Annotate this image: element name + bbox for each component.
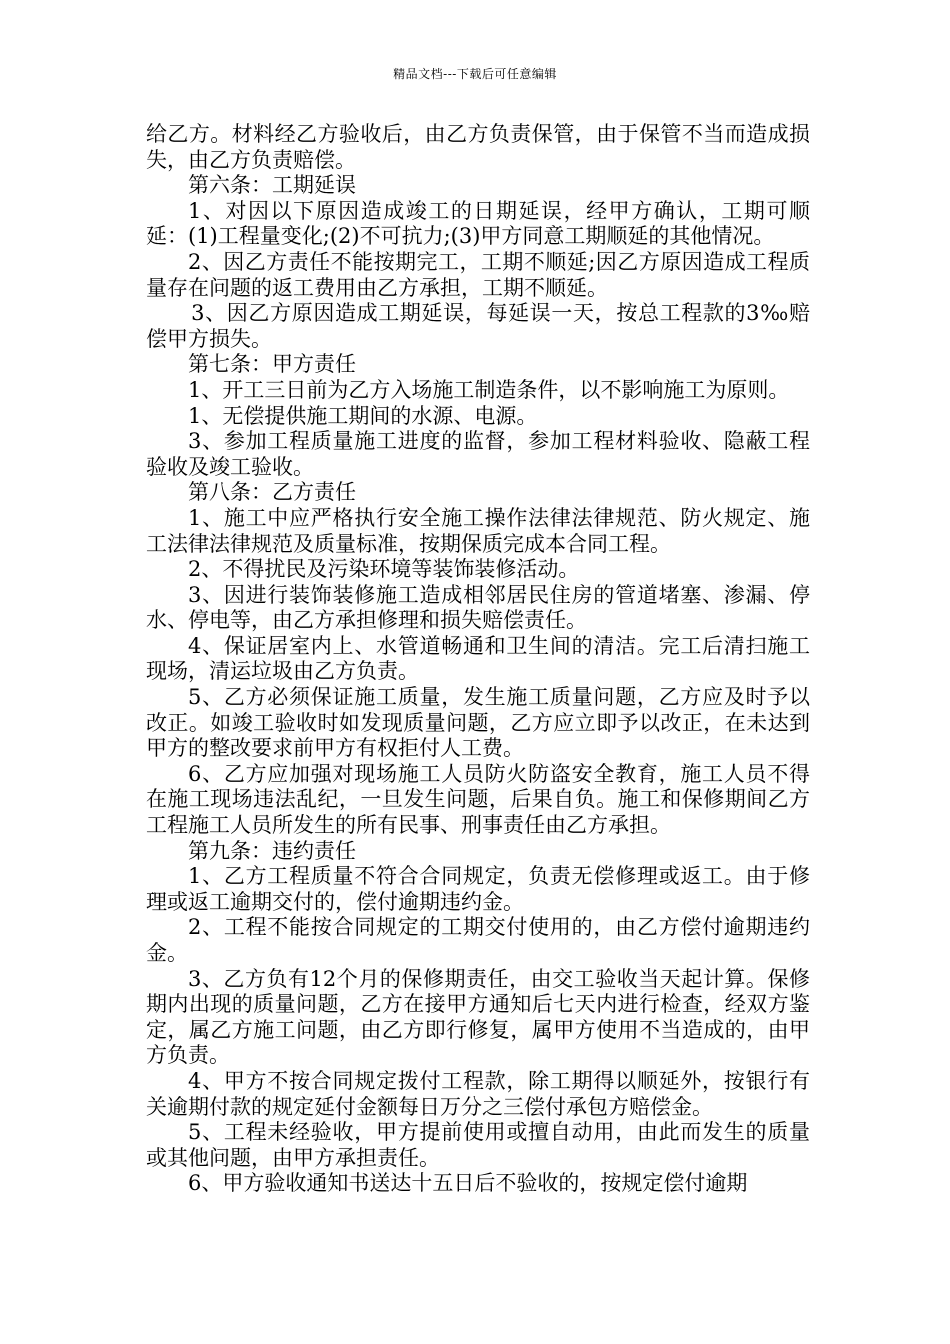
document-body [146,122,810,1197]
section-heading-article-8: 第八条：乙方责任 [188,480,356,505]
page-header: 精品文档---下载后可任意编辑 [393,67,557,81]
paragraph-article-8-item-3: 3、因进行装饰装修施工造成相邻居民住房的管道堵塞、渗漏、停水、停电等，由乙方承担修理和损失赔偿责任。 [146,582,810,633]
paragraph-continued-materials: 给乙方。材料经乙方验收后，由乙方负责保管，由于保管不当而造成损失，由乙方负责赔偿。 [146,122,810,172]
paragraph-article-9-item-2: 2、工程不能按合同规定的工期交付使用的，由乙方偿付逾期违约金。 [146,915,810,965]
section-heading-article-7: 第七条：甲方责任 [188,352,356,377]
paragraph-article-6-item-2: 2、因乙方责任不能按期完工，工期不顺延;因乙方原因造成工程质量存在问题的返工费用由乙方承担，工期不顺延。 [146,249,810,300]
paragraph-article-8-item-6: 6、乙方应加强对现场施工人员防火防盗安全教育，施工人员不得在施工现场违法乱纪，一旦发生问题，后果自负。施工和保修期间乙方工程施工人员所发生的所有民事、刑事责任由乙方承担。 [146,761,810,838]
paragraph-article-6-item-3: 3、因乙方原因造成工期延误，每延误一天，按总工程款的3‰赔偿甲方损失。 [146,301,810,351]
section-heading-article-6: 第六条：工期延误 [188,173,356,198]
paragraph-article-9-item-4: 4、甲方不按合同规定拨付工程款，除工期得以顺延外，按银行有关逾期付款的规定延付金额每日万分之三偿付承包方赔偿金。 [146,1068,810,1119]
paragraph-article-8-item-4: 4、保证居室内上、水管道畅通和卫生间的清洁。完工后清扫施工现场，清运垃圾由乙方负责。 [146,633,810,684]
paragraph-article-7-item-1: 1、开工三日前为乙方入场施工制造条件，以不影响施工为原则。 [188,377,790,402]
paragraph-article-8-item-2: 2、不得扰民及污染环境等装饰装修活动。 [188,557,580,582]
paragraph-article-7-item-3: 3、参加工程质量施工进度的监督，参加工程材料验收、隐蔽工程验收及竣工验收。 [146,429,810,479]
paragraph-article-6-item-1: 1、对因以下原因造成竣工的日期延误，经甲方确认，工期可顺延：(1)工程量变化;(2)不可抗力;(3)甲方同意工期顺延的其他情况。 [146,198,810,249]
paragraph-article-8-item-1: 1、施工中应严格执行安全施工操作法律法律规范、防火规定、施工法律法律规范及质量标准，按期保质完成本合同工程。 [146,505,810,556]
paragraph-article-9-item-5: 5、工程未经验收，甲方提前使用或擅自动用，由此而发生的质量或其他问题，由甲方承担责任。 [146,1120,810,1170]
paragraph-article-9-item-1: 1、乙方工程质量不符合合同规定，负责无偿修理或返工。由于修理或返工逾期交付的，偿付逾期违约金。 [146,864,810,914]
paragraph-article-9-item-3: 3、乙方负有12个月的保修期责任，由交工验收当天起计算。保修期内出现的质量问题，乙方在接甲方通知后七天内进行检查，经双方鉴定，属乙方施工问题，由乙方即行修复，属甲方使用不当造成的，由甲方负责。 [146,966,810,1068]
paragraph-article-8-item-5: 5、乙方必须保证施工质量，发生施工质量问题，乙方应及时予以改正。如竣工验收时如发现质量问题，乙方应立即予以改正，在未达到甲方的整改要求前甲方有权拒付人工费。 [146,685,810,761]
section-heading-article-9: 第九条：违约责任 [188,838,356,863]
paragraph-article-7-item-2: 1、无偿提供施工期间的水源、电源。 [188,403,538,428]
paragraph-article-9-item-6: 6、甲方验收通知书送达十五日后不验收的，按规定偿付逾期 [188,1171,748,1196]
